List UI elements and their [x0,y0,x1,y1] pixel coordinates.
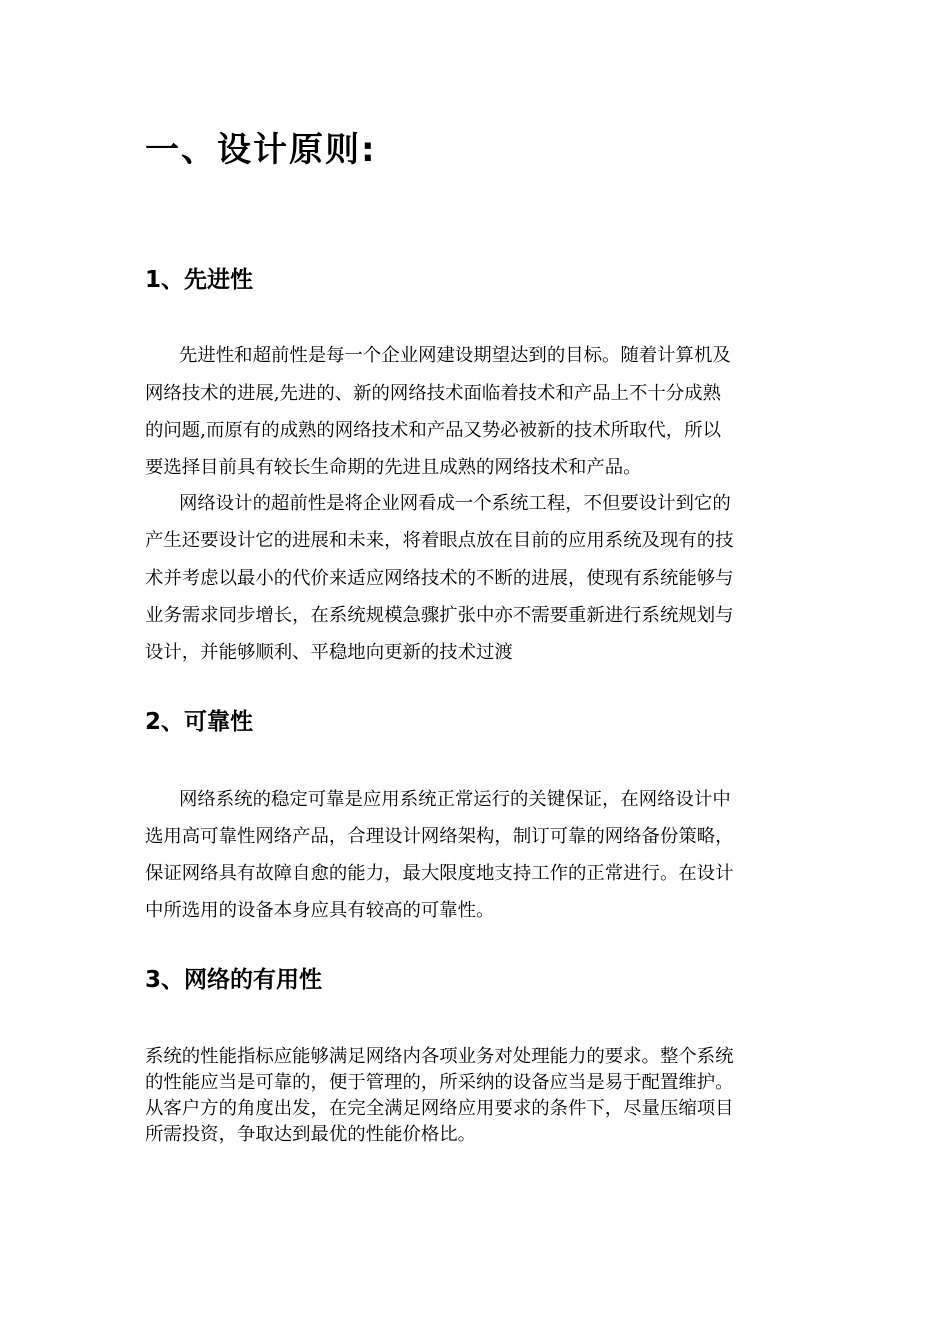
section-heading-usefulness: 3、网络的有用性 [145,967,323,993]
section-heading-advanced: 1、先进性 [145,267,254,293]
page-title: 一、设计原则: [145,130,377,170]
paragraph-line: 中所选用的设备本身应具有较高的可靠性。 [145,900,495,921]
paragraph-line: 网络技术的进展,先进的、新的网络技术面临着技术和产品上不十分成熟 [145,383,721,404]
paragraph-line: 保证网络具有故障自愈的能力，最大限度地支持工作的正常进行。在设计 [145,863,734,884]
paragraph-line: 选用高可靠性网络产品，合理设计网络架构，制订可靠的网络备份策略， [145,826,734,847]
paragraph-line: 系统的性能指标应能够满足网络内各项业务对处理能力的要求。整个系统 [145,1046,734,1067]
paragraph-line: 先进性和超前性是每一个企业网建设期望达到的目标。随着计算机及 [179,345,731,366]
paragraph-line: 业务需求同步增长，在系统规模急骤扩张中亦不需要重新进行系统规划与 [145,605,734,626]
paragraph-line: 网络设计的超前性是将企业网看成一个系统工程，不但要设计到它的 [179,493,731,514]
section-heading-reliability: 2、可靠性 [145,709,254,735]
paragraph-line: 的问题,而原有的成熟的网络技术和产品又势必被新的技术所取代，所以 [145,420,721,441]
paragraph-line: 要选择目前具有较长生命期的先进且成熟的网络技术和产品。 [145,457,642,478]
paragraph-line: 所需投资，争取达到最优的性能价格比。 [145,1124,477,1145]
paragraph-line: 设计，并能够顺利、平稳地向更新的技术过渡 [145,642,513,663]
paragraph-line: 产生还要设计它的进展和未来，将着眼点放在目前的应用系统及现有的技 [145,530,734,551]
paragraph-line: 网络系统的稳定可靠是应用系统正常运行的关键保证，在网络设计中 [179,789,731,810]
paragraph-line: 从客户方的角度出发，在完全满足网络应用要求的条件下，尽量压缩项目 [145,1098,734,1119]
paragraph-line: 术并考虑以最小的代价来适应网络技术的不断的进展，使现有系统能够与 [145,568,734,589]
paragraph-line: 的性能应当是可靠的，便于管理的，所采纳的设备应当是易于配置维护。 [145,1072,734,1093]
